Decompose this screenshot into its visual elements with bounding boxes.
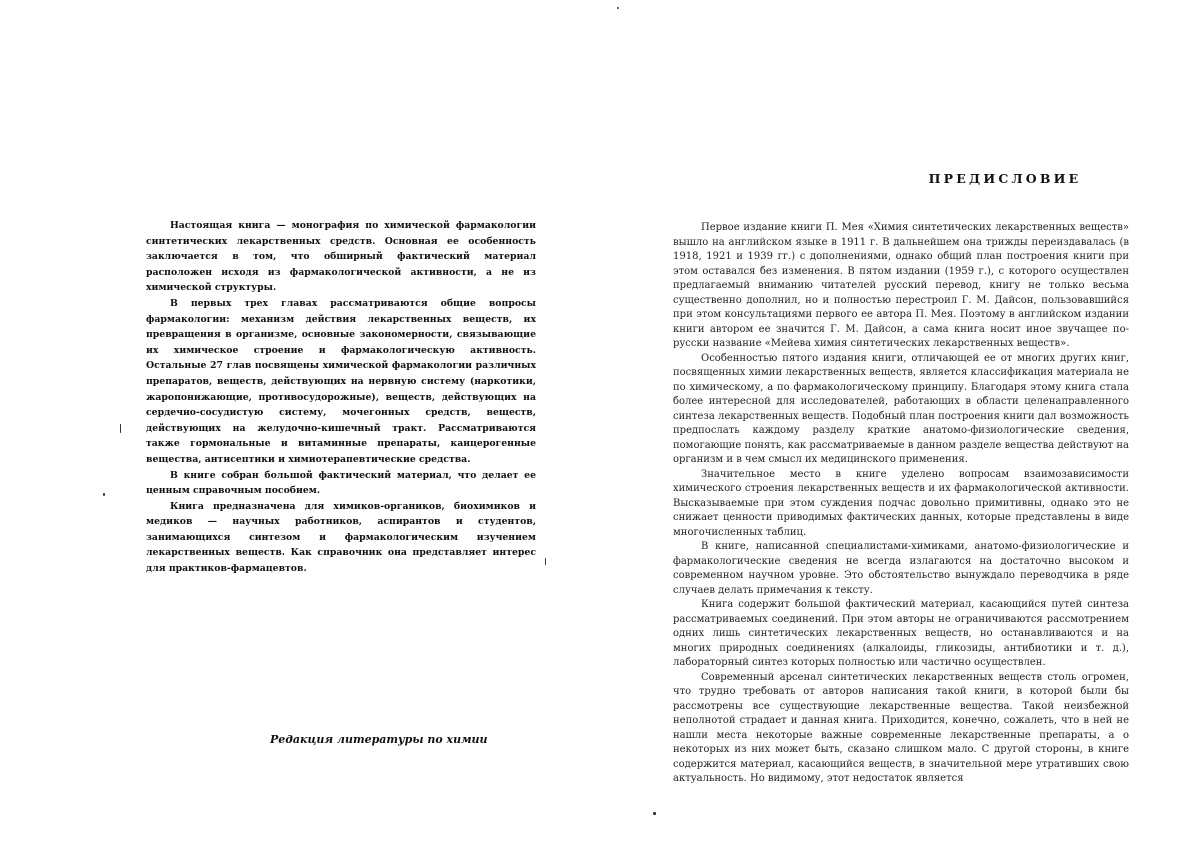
scan-speck	[653, 812, 656, 815]
preface-paragraph-4: В книге, написанной специалистами-химиками, анатомо-физиологические и фармакологические сведения не всегда излагаются на достаточно высоком и современном научном уровне. Это обстоятельство вынуждало переводчика в ряде случаев делать примечания к тексту.	[673, 541, 1129, 596]
scan-speck	[545, 558, 546, 565]
annotation-paragraph-3: В книге собран большой фактический материал, что делает ее ценным справочным пособием.	[146, 469, 536, 497]
scan-speck	[617, 7, 619, 9]
scan-speck	[103, 493, 105, 496]
preface-body	[673, 221, 1129, 787]
annotation-paragraph-1: Настоящая книга — монография по химической фармакологии синтетических лекарственных средств. Основная ее особенность заключается в том, что обширный фактический материал расположен исходя из фармакологической активности, а не из химической структуры.	[146, 220, 536, 294]
right-page	[600, 0, 1200, 848]
scan-speck	[120, 424, 121, 433]
annotation-paragraph-4: Книга предназначена для химиков-органиков, биохимиков и медиков — научных работников, аспирантов и студентов, занимающихся синтезом и фармакологическим изучением лекарственных веществ. Как справочник она представляет интерес для практиков-фармацевтов.	[146, 500, 536, 575]
preface-title: ПРЕДИСЛОВИЕ	[928, 171, 1082, 186]
book-annotation	[146, 218, 536, 577]
editorial-note: Редакция литературы по химии	[270, 733, 488, 746]
preface-paragraph-6: Современный арсенал синтетических лекарственных веществ столь огромен, что трудно требовать от авторов написания такой книги, в которой были бы рассмотрены все существующие лекарственные вещества. Такой неизбежной неполнотой страдает и данная книга. Приходится, конечно, сожалеть, что в ней не нашли места некоторые важные современные лекарственные препараты, а о некоторых из них может быть, сказано слишком мало. С другой стороны, в книге содержится материал, касающийся веществ, в значительной мере утративших свою актуальность. Но видимому, этот недостаток является	[673, 671, 1129, 784]
preface-paragraph-1: Первое издание книги П. Мея «Химия синтетических лекарственных веществ» вышло на английском языке в 1911 г. В дальнейшем она трижды переиздавалась (в 1918, 1921 и 1939 гг.) с дополнениями, однако общий план построения книги при этом оставался без изменения. В пятом издании (1959 г.), с которого осуществлен предлагаемый вниманию читателей русский перевод, книгу не только весьма существенно дополнил, но и полностью перестроил Г. М. Дайсон, пользовавшийся при этом консультациями первого ее автора П. Мея. Поэтому в английском издании книги автором ее значится Г. М. Дайсон, а сама книга носит иное звучащее по-русски название «Мейева химия синтетических лекарственных веществ».	[673, 222, 1129, 349]
annotation-paragraph-2: В первых трех главах рассматриваются общие вопросы фармакологии: механизм действия лекарственных веществ, их превращения в организме, основные закономерности, связывающие их химическое строение и фармакологическую активность. Остальные 27 глав посвящены химической фармакологии различных препаратов, веществ, действующих на нервную систему (наркотики, жаропонижающие, противосудорожные), веществ, действующих на сердечно-сосудистую систему, мочегонных средств, веществ, действующих на желудочно-кишечный тракт. Рассматриваются также гормональные и витаминные препараты, канцерогенные вещества, антисептики и химиотерапевтические средства.	[146, 297, 536, 465]
preface-paragraph-3: Значительное место в книге уделено вопросам взаимозависимости химического строения лекарственных веществ и их фармакологической активности. Высказываемые при этом суждения подчас довольно примитивны, однако это не снижает ценности приводимых фактических данных, которые представлены в виде многочисленных таблиц.	[673, 468, 1129, 538]
preface-paragraph-5: Книга содержит большой фактический материал, касающийся путей синтеза рассматриваемых соединений. При этом авторы не ограничиваются рассмотрением одних лишь синтетических лекарственных веществ, но останавливаются и на многих природных соединениях (алкалоиды, гликозиды, антибиотики и т. д.), лабораторный синтез которых полностью или частично осуществлен.	[673, 599, 1129, 668]
preface-paragraph-2: Особенностью пятого издания книги, отличающей ее от многих других книг, посвященных химии лекарственных веществ, является классификация материала не по химическому, а по фармакологическому принципу. Благодаря этому книга стала более интересной для исследователей, работающих в области целенаправленного синтеза лекарственных веществ. Подобный план построения книги дал возможность предпослать каждому разделу краткие анатомо-физиологические сведения, помогающие понять, как рассматриваемые в данном разделе вещества действуют на организм и в чем смысл их медицинского применения.	[673, 352, 1129, 465]
